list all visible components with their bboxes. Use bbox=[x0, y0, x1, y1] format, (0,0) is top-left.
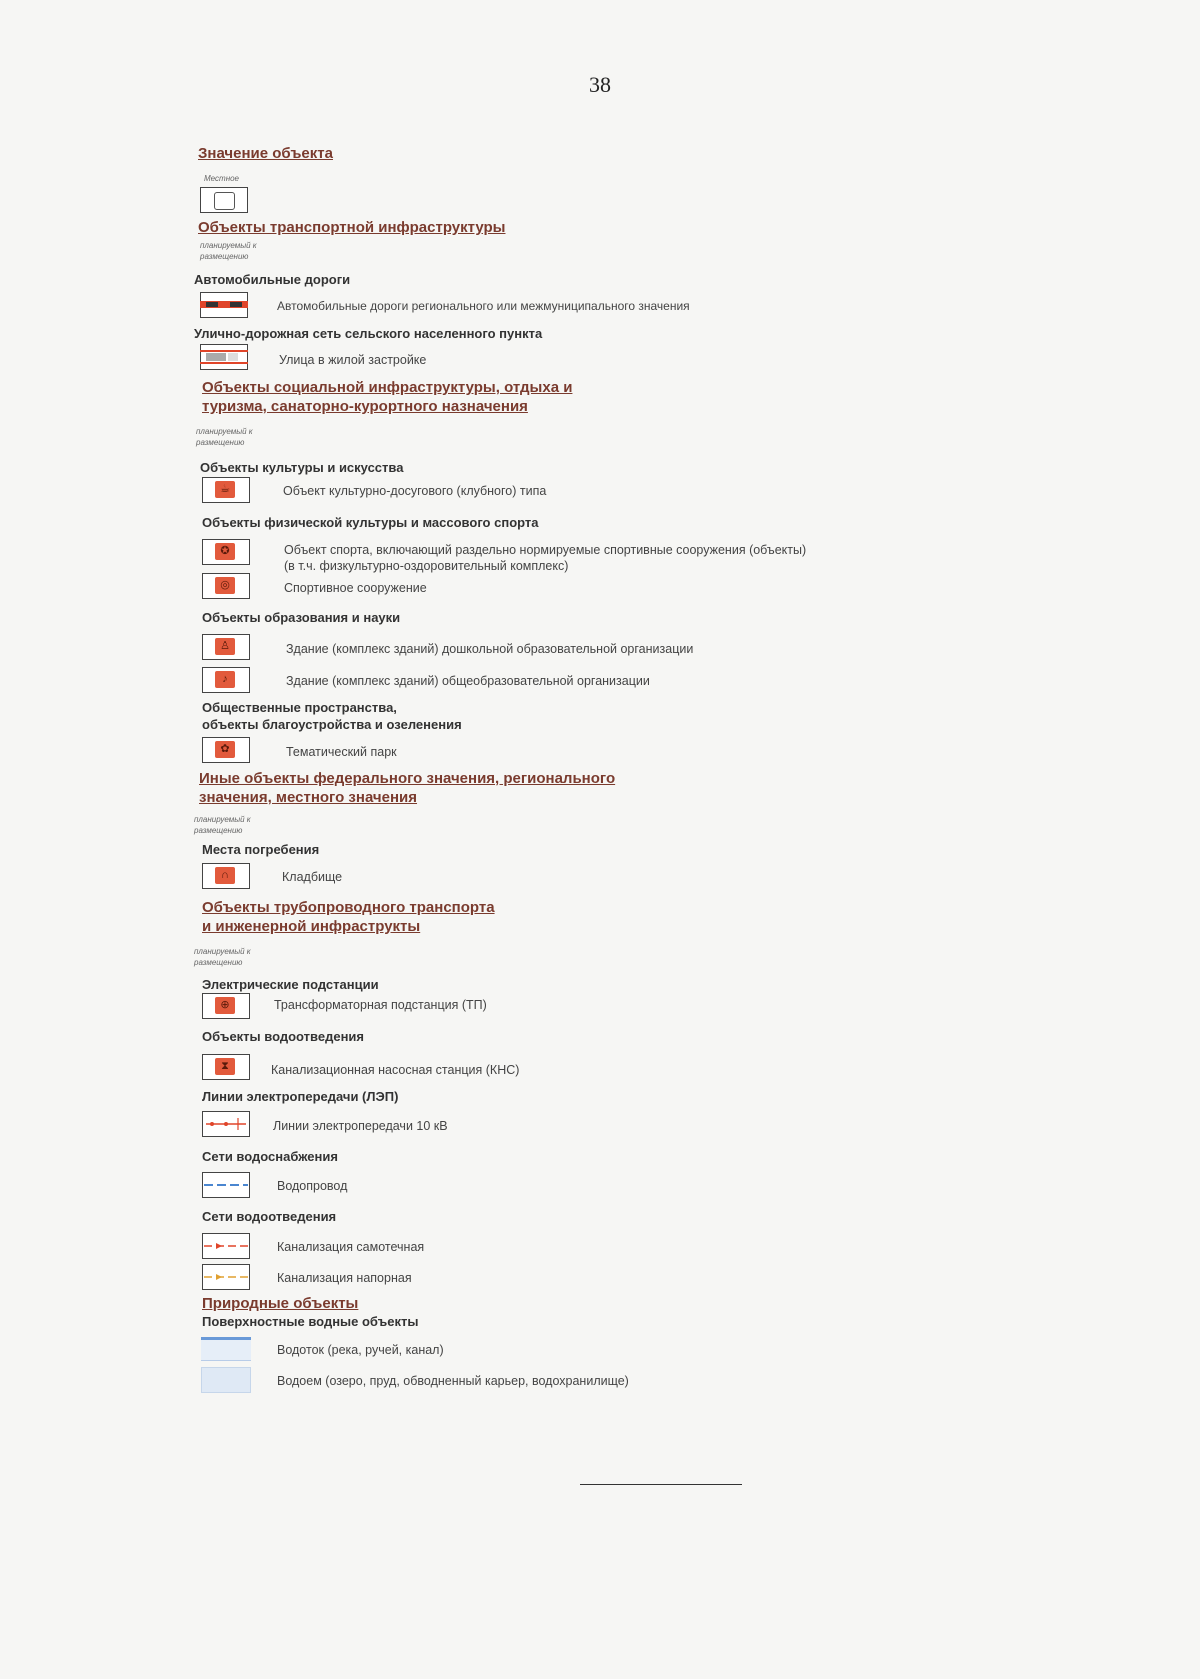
item-sport-complex-line1: Объект спорта, включающий раздельно нормируемые спортивные сооружения (объекты) bbox=[284, 543, 807, 557]
category-education: Объекты образования и науки bbox=[202, 610, 401, 625]
sport-complex-icon: ✪ bbox=[215, 543, 235, 560]
item-pump-station: Канализационная насосная станция (КНС) bbox=[271, 1063, 520, 1077]
culture-symbol bbox=[202, 477, 250, 503]
item-sport-complex-line2: (в т.ч. физкультурно-оздоровительный комплекс) bbox=[284, 559, 569, 573]
planned-note-social: планируемый к размещению bbox=[196, 427, 253, 447]
item-substation: Трансформаторная подстанция (ТП) bbox=[274, 998, 487, 1012]
road-symbol bbox=[200, 292, 248, 318]
item-watercourse: Водоток (река, ручей, канал) bbox=[277, 1343, 444, 1357]
preschool-symbol bbox=[202, 634, 250, 660]
pump-station-symbol bbox=[202, 1054, 250, 1080]
section-title-other-2: значения, местного значения bbox=[199, 789, 418, 806]
watercourse-symbol bbox=[201, 1337, 251, 1361]
category-power-lines: Линии электропередачи (ЛЭП) bbox=[202, 1089, 399, 1104]
category-streets: Улично-дорожная сеть сельского населенного пункта bbox=[194, 326, 543, 341]
planned-note-transport: планируемый к размещению bbox=[200, 241, 257, 261]
school-icon: ♪ bbox=[215, 671, 235, 688]
local-label: Местное bbox=[204, 174, 239, 183]
cemetery-symbol bbox=[202, 863, 250, 889]
gravity-sewer-symbol bbox=[202, 1233, 250, 1259]
water-pipe-symbol bbox=[202, 1172, 250, 1198]
category-roads: Автомобильные дороги bbox=[194, 272, 351, 287]
sport-facility-icon: ◎ bbox=[215, 577, 235, 594]
category-surface-water: Поверхностные водные объекты bbox=[202, 1314, 419, 1329]
pressure-sewer-symbol bbox=[202, 1264, 250, 1290]
category-public-spaces-1: Общественные пространства, bbox=[202, 700, 397, 715]
section-title-social-1: Объекты социальной инфраструктуры, отдыха и bbox=[202, 379, 573, 396]
cemetery-icon: ∩ bbox=[215, 867, 235, 884]
item-club: Объект культурно-досугового (клубного) типа bbox=[283, 484, 547, 498]
category-public-spaces-2: объекты благоустройства и озеленения bbox=[202, 717, 462, 732]
item-cemetery: Кладбище bbox=[282, 870, 343, 884]
local-value-symbol bbox=[200, 187, 248, 213]
planned-note-other: планируемый к размещению bbox=[194, 815, 251, 835]
water-body-symbol bbox=[201, 1367, 251, 1393]
culture-icon: ☕ bbox=[215, 481, 235, 498]
category-drainage-objects: Объекты водоотведения bbox=[202, 1029, 364, 1044]
sport-facility-symbol bbox=[202, 573, 250, 599]
category-burial: Места погребения bbox=[202, 842, 320, 857]
item-regional-roads: Автомобильные дороги регионального или межмуниципального значения bbox=[277, 299, 690, 313]
item-gravity-sewer: Канализация самотечная bbox=[277, 1240, 425, 1254]
item-preschool: Здание (комплекс зданий) дошкольной образовательной организации bbox=[286, 642, 694, 656]
category-substations: Электрические подстанции bbox=[202, 977, 379, 992]
section-title-pipeline-1: Объекты трубопроводного транспорта bbox=[202, 899, 495, 916]
power-line-symbol bbox=[202, 1111, 250, 1137]
preschool-icon: ♙ bbox=[215, 638, 235, 655]
section-title-other-1: Иные объекты федерального значения, регионального bbox=[199, 770, 616, 787]
substation-icon: ⊕ bbox=[215, 997, 235, 1014]
item-residential-street: Улица в жилой застройке bbox=[279, 353, 427, 367]
section-title-natural: Природные объекты bbox=[202, 1295, 359, 1312]
item-pressure-sewer: Канализация напорная bbox=[277, 1271, 412, 1285]
park-symbol bbox=[202, 737, 250, 763]
footer-rule bbox=[580, 1484, 742, 1485]
section-title-transport: Объекты транспортной инфраструктуры bbox=[198, 219, 506, 236]
section-title-social-2: туризма, санаторно-курортного назначения bbox=[202, 398, 528, 415]
pump-station-icon: ⧗ bbox=[215, 1058, 235, 1075]
item-theme-park: Тематический парк bbox=[286, 745, 397, 759]
school-symbol bbox=[202, 667, 250, 693]
item-water-pipe: Водопровод bbox=[277, 1179, 348, 1193]
item-sport-facility: Спортивное сооружение bbox=[284, 581, 427, 595]
item-school: Здание (комплекс зданий) общеобразовательной организации bbox=[286, 674, 650, 688]
category-culture: Объекты культуры и искусства bbox=[200, 460, 404, 475]
substation-symbol bbox=[202, 993, 250, 1019]
page-number: 38 bbox=[589, 72, 611, 97]
section-title-value: Значение объекта bbox=[198, 145, 333, 162]
item-water-body: Водоем (озеро, пруд, обводненный карьер, водохранилище) bbox=[277, 1374, 629, 1388]
item-power-line-10kv: Линии электропередачи 10 кВ bbox=[273, 1119, 448, 1133]
category-sewer: Сети водоотведения bbox=[202, 1209, 337, 1224]
section-title-pipeline-2: и инженерной инфраструкты bbox=[202, 918, 421, 935]
category-sport: Объекты физической культуры и массового спорта bbox=[202, 515, 539, 530]
street-symbol bbox=[200, 344, 248, 370]
category-water-supply: Сети водоснабжения bbox=[202, 1149, 338, 1164]
park-icon: ✿ bbox=[215, 741, 235, 758]
planned-note-pipeline: планируемый к размещению bbox=[194, 947, 251, 967]
sport-complex-symbol bbox=[202, 539, 250, 565]
